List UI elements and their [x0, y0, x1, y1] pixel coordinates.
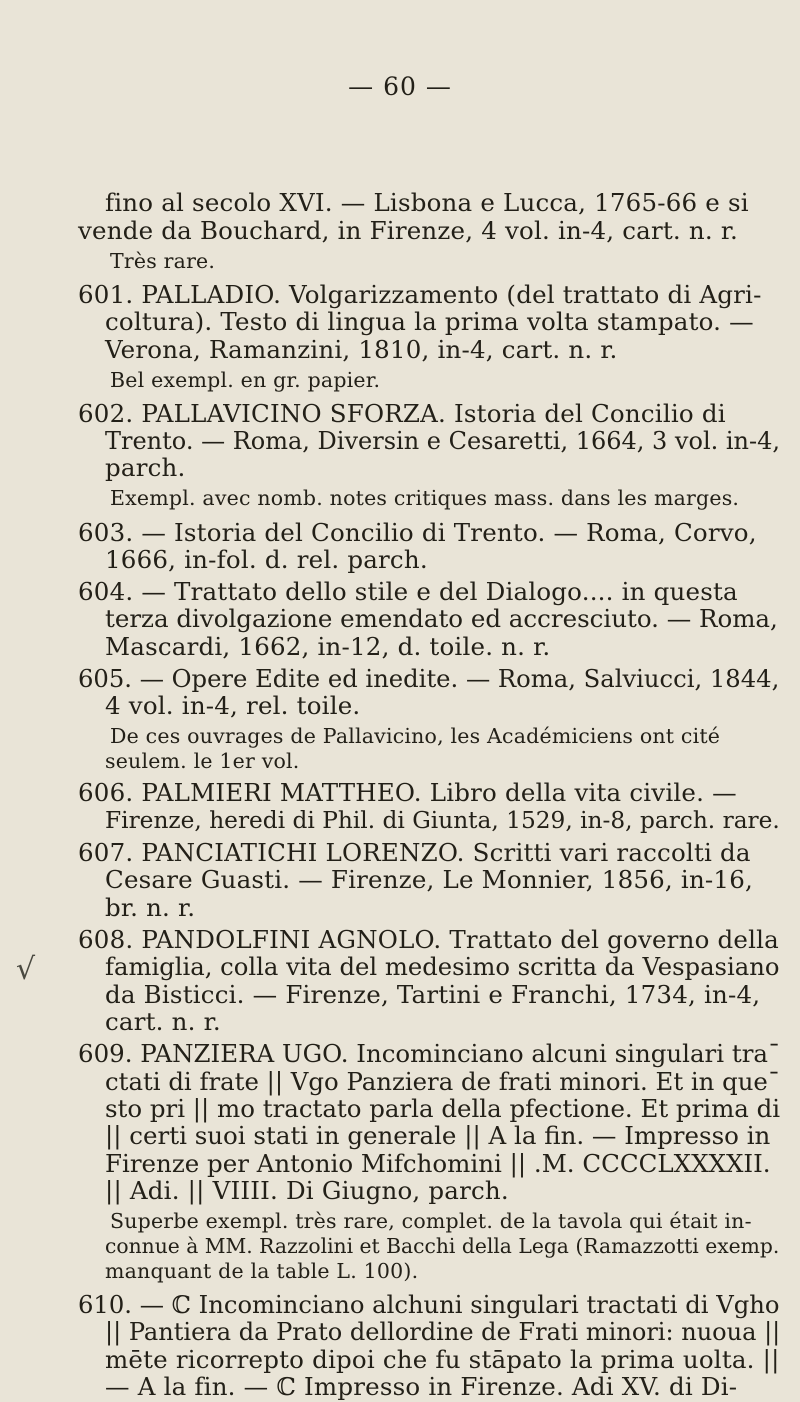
entry-cont-line: fino al secolo XVI. — Lisbona e Lucca, 1765-66 e si: [105, 188, 749, 217]
entry-602-line: Exempl. avec nomb. notes critiques mass. dans les marges.: [110, 486, 740, 510]
margin-check-mark: √: [16, 952, 36, 987]
entry-602-line: Trento. — Roma, Diversin e Cesaretti, 1664, 3 vol. in-4,: [105, 427, 781, 455]
entry-607-line: 607. PANCIATICHI LORENZO. Scritti vari raccolti da: [78, 838, 751, 867]
entry-603-line: 603. — Istoria del Concilio di Trento. — Roma, Corvo,: [78, 518, 757, 547]
entry-610-line: — A la fin. — ℂ Impresso in Firenze. Adi XV. di Di-: [105, 1372, 738, 1401]
entry-604-line: Mascardi, 1662, in-12, d. toile. n. r.: [105, 632, 551, 661]
entry-601-line: Verona, Ramanzini, 1810, in-4, cart. n. r.: [105, 335, 618, 364]
entry-609-line: Superbe exempl. très rare, complet. de la tavola qui était in-: [110, 1209, 752, 1233]
entry-609-line: connue à MM. Razzolini et Bacchi della Lega (Ramazzotti exemp.: [105, 1234, 780, 1258]
entry-610-line: || Pantiera da Prato dellordine de Frati minori: nuoua ||: [105, 1318, 781, 1346]
entry-607-line: br. n. r.: [105, 893, 196, 922]
entry-cont-line: Très rare.: [110, 249, 216, 273]
page-number: — 60 —: [348, 72, 452, 101]
entry-605-line: 4 vol. in-4, rel. toile.: [105, 691, 361, 720]
entry-610-line: 610. — ℂ Incominciano alchuni singulari tractati di Vgho: [78, 1290, 780, 1319]
entry-603-line: 1666, in-fol. d. rel. parch.: [105, 545, 428, 574]
entry-609-line: || Adi. || VIIII. Di Giugno, parch.: [105, 1176, 509, 1205]
entry-608-line: famiglia, colla vita del medesimo scritta da Vespasiano: [105, 952, 780, 981]
entry-605-line: De ces ouvrages de Pallavicino, les Académiciens ont cité: [110, 724, 721, 748]
entry-606-line: 606. PALMIERI MATTHEO. Libro della vita civile. —: [78, 778, 737, 807]
entry-602-line: parch.: [105, 453, 186, 482]
entry-609-line: Firenze per Antonio Mifchomini || .M. CCCCLXXXXII.: [105, 1149, 771, 1178]
entry-cont-line: vende da Bouchard, in Firenze, 4 vol. in-4, cart. n. r.: [78, 216, 739, 245]
entry-601-line: Bel exempl. en gr. papier.: [110, 368, 381, 392]
entry-609-line: manquant de la table L. 100).: [105, 1259, 419, 1283]
entry-608-line: 608. PANDOLFINI AGNOLO. Trattato del governo della: [78, 925, 779, 954]
entry-609-line: sto pri || mo tractato parla della pfectione. Et prima di: [105, 1094, 781, 1123]
entry-605-line: seulem. le 1er vol.: [105, 749, 300, 773]
entry-608-line: da Bisticci. — Firenze, Tartini e Franchi, 1734, in-4,: [105, 980, 761, 1009]
entry-605-line: 605. — Opere Edite ed inedite. — Roma, Salviucci, 1844,: [78, 664, 780, 693]
entry-606-line: Firenze, heredi di Phil. di Giunta, 1529, in-8, parch. rare.: [105, 807, 780, 834]
entry-610-line: mēte ricorrepto dipoi che fu stāpato la prima uolta. ||: [105, 1345, 780, 1374]
entry-601-line: coltura). Testo di lingua la prima volta stampato. —: [105, 307, 754, 336]
entry-602-line: 602. PALLAVICINO SFORZA. Istoria del Concilio di: [78, 399, 726, 428]
entry-604-line: terza divolgazione emendato ed accresciuto. — Roma,: [105, 604, 778, 633]
entry-608-line: cart. n. r.: [105, 1007, 221, 1036]
entry-609-line: || certi suoi stati in generale || A la fin. — Impresso in: [105, 1121, 771, 1150]
entry-609-line: ctati di frate || Vgo Panziera de frati minori. Et in que¯: [105, 1067, 781, 1096]
entry-607-line: Cesare Guasti. — Firenze, Le Monnier, 1856, in-16,: [105, 865, 753, 894]
entry-609-line: 609. PANZIERA UGO. Incominciano alcuni singulari tra¯: [78, 1039, 781, 1068]
entry-604-line: 604. — Trattato dello stile e del Dialogo.... in questa: [78, 577, 738, 606]
entry-601-line: 601. PALLADIO. Volgarizzamento (del trattato di Agri-: [78, 280, 762, 309]
